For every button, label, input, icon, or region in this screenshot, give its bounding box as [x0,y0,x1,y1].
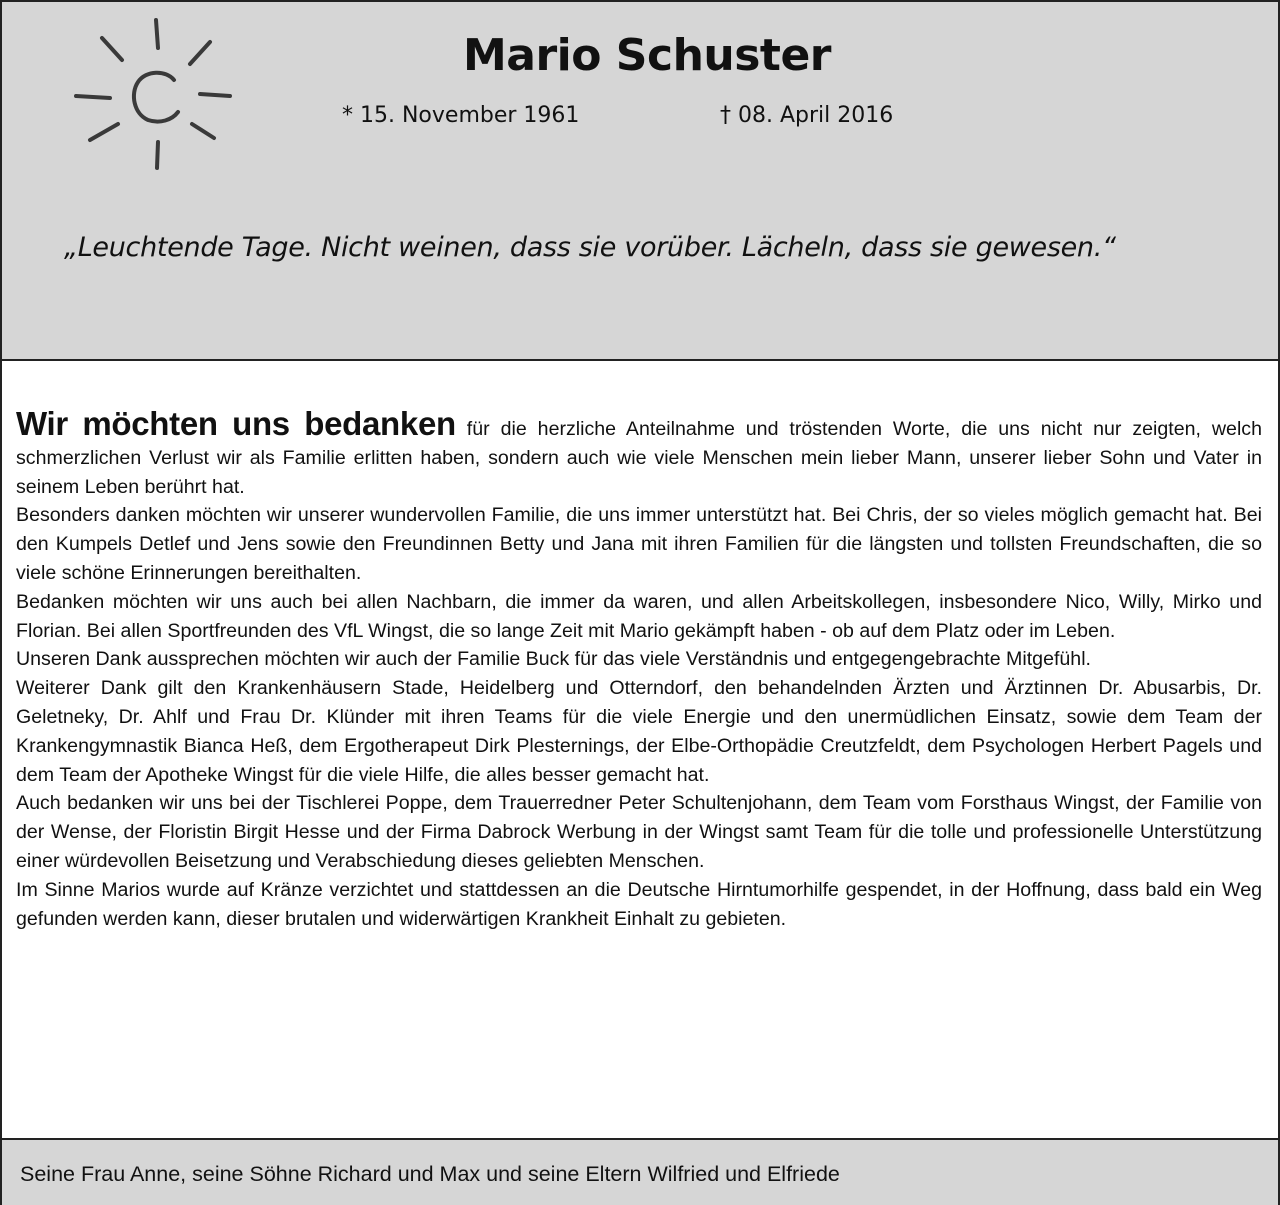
intro-paragraph [16,405,1262,501]
paragraph-buck: Unseren Dank aussprechen möchten wir auch der Familie Buck für das viele Verständnis und entgegengebrachte Mitgefühl. [16,648,1091,671]
intro-text: für die herzliche Anteilnahme und tröstenden Worte, die uns nicht nur zeigten, welch schmerzlichen Verlust wir als Familie erlitten haben, sondern auch wie viele Menschen mein lieber Mann, unserer lieber Sohn und Vater in seinem Leben berührt hat. [16,418,1262,498]
thanks-text [16,405,1262,933]
paragraph-family: Besonders danken möchten wir unserer wundervollen Familie, die uns immer unterstützt hat. Bei Chris, der so vieles möglich gemacht hat. Bei den Kumpels Detlef und Jens sowie den Freundinnen Betty und Jana mit ihren Familien für die längsten und tollsten Freundschaften, die so viele schöne Erinnerungen bereithalten. [16,504,1262,584]
family-signature: Seine Frau Anne, seine Söhne Richard und Max und seine Eltern Wilfried und Elfriede [20,1162,840,1186]
death-date: † 08. April 2016 [720,103,894,128]
paragraph-funeral: Auch bedanken wir uns bei der Tischlerei Poppe, dem Trauerredner Peter Schultenjohann, dem Team vom Forsthaus Wingst, der Familie von der Wense, der Floristin Birgit Hesse und der Firma Dabrock Werbung in der Wingst samt Team für die tolle und professionelle Unterstützung einer würdevollen Beisetzung und Verabschiedung dieses geliebten Menschen. [16,792,1262,872]
sun-drawing-icon [68,14,238,174]
footer-panel [2,1138,1278,1205]
memorial-quote: „Leuchtende Tage. Nicht weinen, dass sie vorüber. Lächeln, dass sie gewesen.“ [64,232,1116,263]
thanks-heading: Wir möchten uns bedanken [16,405,456,442]
paragraph-neighbors: Bedanken möchten wir uns auch bei allen Nachbarn, die immer da waren, und allen Arbeitskollegen, insbesondere Nico, Willy, Mirko und Florian. Bei allen Sportfreunden des VfL Wingst, die so lange Zeit mit Mario gekämpft haben - ob auf dem Platz oder im Leben. [16,590,1262,642]
paragraph-medical: Weiterer Dank gilt den Krankenhäusern Stade, Heidelberg und Otterndorf, den behandelnden Ärzten und Ärztinnen Dr. Abusarbis, Dr. Geletneky, Dr. Ahlf und Frau Dr. Klünder mit ihren Teams für die viele Energie und den unermüdlichen Einsatz, sowie dem Team der Krankengymnastik Bianca Heß, dem Ergotherapeut Dirk Plesternings, der Elbe-Orthopädie Creutzfeldt, dem Psychologen Herbert Pagels und dem Team der Apotheke Wingst für die viele Hilfe, die alles besser gemacht hat. [16,677,1262,786]
header-panel [2,2,1278,361]
birth-date: * 15. November 1961 [342,103,580,128]
paragraph-donation: Im Sinne Marios wurde auf Kränze verzichtet und stattdessen an die Deutsche Hirntumorhilfe gespendet, in der Hoffnung, dass bald ein Weg gefunden werden kann, dieser brutalen und widerwärtigen Krankheit Einhalt zu gebieten. [16,878,1262,930]
deceased-name: Mario Schuster [463,30,831,81]
